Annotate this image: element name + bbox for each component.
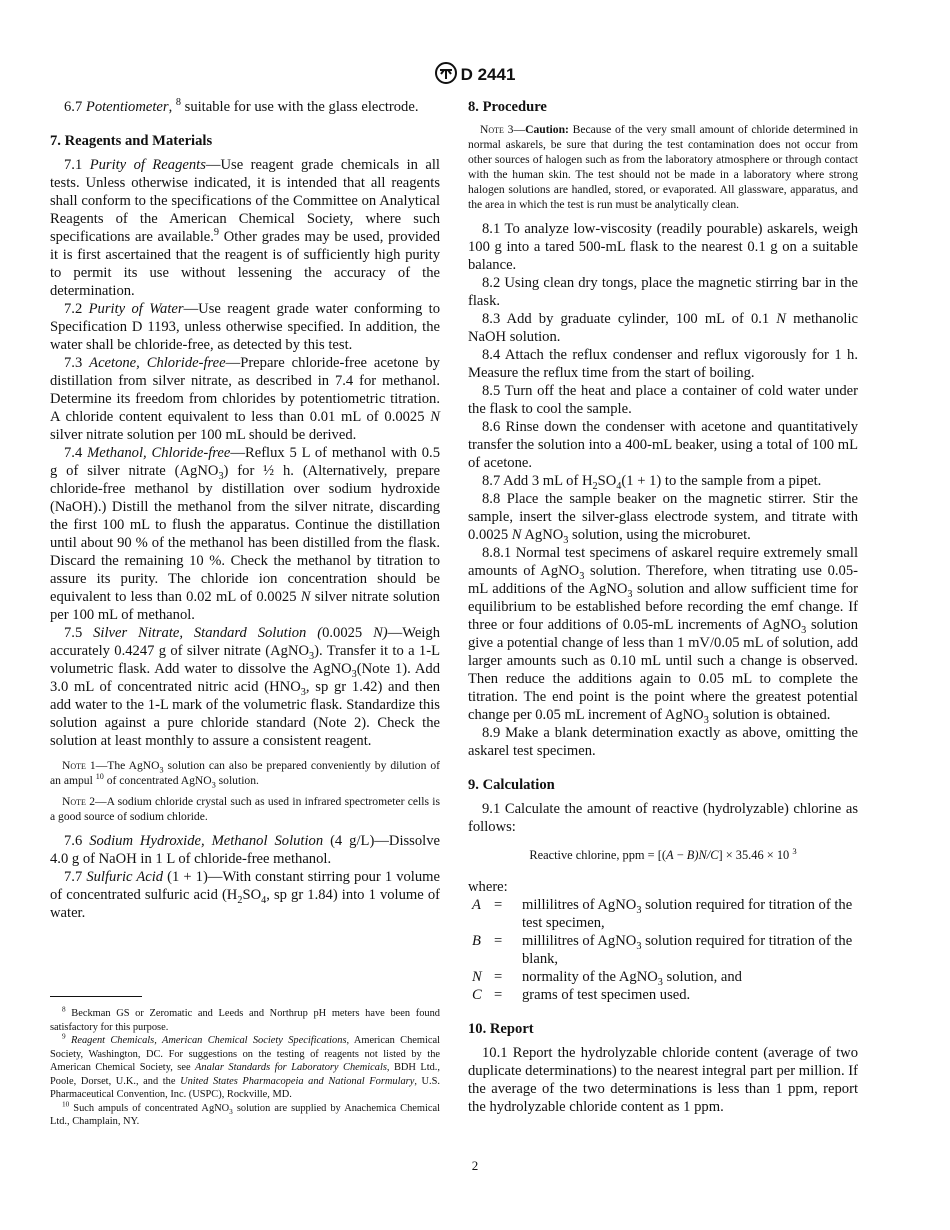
note-3: Note 3—Caution: Because of the very small amount of chloride determined in normal askarels, be sure that during the test contamination does not occur from other sources of halogen such as from the laboratory atmosphere or through contact with the human skin. The test should not be made in a laboratory where strong halogen solutions are handled, stored, or evaporated. All glassware, apparatus, and the area in which the test is run must be analytically clean. xyxy=(468,123,858,211)
section-9-heading: 9. Calculation xyxy=(468,777,555,793)
note-2: Note 2—A sodium chloride crystal such as used in infrared spectrometer cells is a good source of sodium chloride. xyxy=(50,795,440,823)
section-8-heading: 8. Procedure xyxy=(468,99,547,115)
footnote-9: $^9$ Reagent Chemicals, American Chemical Society Specifications, American Chemical Society, Washington, DC. For suggestions on the testing of reagents not listed by the American Chemical Society, see Analar Standards for Laboratory Chemicals, BDH Ltd., Poole, Dorset, U.K., and the United States Pharmacopeia and National Formulary, U.S. Pharmaceutical Convention, Inc. (USPC), Rockville, MD. xyxy=(50,1032,440,1100)
para-8-9: 8.9 Make a blank determination exactly as above, omitting the askarel test specimen. xyxy=(468,725,858,759)
para-7-7: 7.7 Sulfuric Acid (1 + 1)—With constant stirring pour 1 volume of concentrated sulfuric acid ($H_2SO_4$, sp gr 1.84) into 1 volume of water. xyxy=(50,869,440,921)
page-header xyxy=(0,62,950,85)
para-7-4: 7.4 Methanol, Chloride-free—Reflux 5 L of methanol with 0.5 g of silver nitrate (AgNO$_3$) for ½ h. (Alternatively, prepare chloride-free methanol by distillation over sodium hydroxide (NaOH).) Distill the methanol from the silver nitrate, discarding the first 100 mL to flush the apparatus. Continue the distillation until about 90 % of the methanol has been distilled from the flask. Discard the remaining 10 %. Check the methanol by titration to assure its purity. The chloride ion concentration should be equivalent to less than 0.02 mL of 0.0025 N silver nitrate solution per 100 mL of methanol. xyxy=(50,445,440,623)
left-column xyxy=(50,98,440,922)
para-8-8-1: 8.8.1 Normal test specimens of askarel require extremely small amounts of AgNO$_3$ solution. Therefore, when titrating use 0.05-mL additions of the AgNO$_3$ solution and allow sufficient time for equilibrium to be established before recording the emf change. If three or four additions of 0.05-mL increments of AgNO$_3$ solution give a potential change of less than 1 mV/0.05 mL of solution, add larger amounts such as 0.10 mL until such a change is observed. Then reduce the additions again to 0.05 mL to complete the titration. The end point is the point where the greatest potential change per 0.05 mL increment of AgNO$_3$ solution is obtained. xyxy=(468,545,858,726)
para-7-1: 7.1 Purity of Reagents—Use reagent grade chemicals in all tests. Unless otherwise indicated, it is intended that all reagents shall conform to the specifications of the Committee on Analytical Reagents of the American Chemical Society, where such specifications are available.$^9$ Other grades may be used, provided it is first ascertained that the reagent is of sufficiently high purity to permit its use without lessening the accuracy of the determination. xyxy=(50,157,440,299)
para-7-6: 7.6 Sodium Hydroxide, Methanol Solution (4 g/L)—Dissolve 4.0 g of NaOH in 1 L of chloride-free methanol. xyxy=(50,833,440,867)
para-8-5: 8.5 Turn off the heat and place a container of cold water under the flask to cool the sample. xyxy=(468,383,858,417)
para-7-5: 7.5 Silver Nitrate, Standard Solution (0.0025 N)—Weigh accurately 0.4247 g of silver nitrate (AgNO$_3$). Transfer it to a 1-L volumetric flask. Add water to dissolve the AgNO$_3$(Note 1). Add 3.0 mL of concentrated nitric acid ($HNO_3$, sp gr 1.42) and then add water to the 1-L mark of the volumetric flask. Standardize this solution against a pure chloride standard (Note 2). Check the solution at least monthly to assure a consistent reagent. xyxy=(50,625,441,749)
para-10-1: 10.1 Report the hydrolyzable chloride content (average of two duplicate determinations) to the nearest integral part per million. If the average of the two determinations is less than 1 ppm, report the hydrolyzable chloride content as 1 ppm. xyxy=(468,1045,858,1115)
para-9-1: 9.1 Calculate the amount of reactive (hydrolyzable) chlorine as follows: xyxy=(468,801,858,835)
right-column xyxy=(468,98,858,1116)
equation-reactive-chlorine: Reactive chlorine, ppm = [(A − B)N/C] × 35.46 × 10 $^3$ xyxy=(529,845,797,862)
para-8-1: 8.1 To analyze low-viscosity (readily pourable) askarels, weigh 100 g into a tared 500-mL flask to the nearest 0.1 g on a suitable balance. xyxy=(468,221,858,273)
para-8-2: 8.2 Using clean dry tongs, place the magnetic stirring bar in the flask. xyxy=(468,275,858,309)
page-number: 2 xyxy=(471,1158,479,1173)
definition-row: B = millilitres of AgNO$_3$ solution required for titration of the blank, xyxy=(472,933,853,967)
para-8-8: 8.8 Place the sample beaker on the magnetic stirrer. Stir the sample, insert the silver-glass electrode system, and titrate with 0.0025 N AgNO$_3$ solution, using the microburet. xyxy=(468,491,858,546)
astm-logo-icon xyxy=(435,62,457,84)
section-10-heading: 10. Report xyxy=(468,1021,534,1037)
definition-row: A = millilitres of AgNO$_3$ solution required for titration of the test specimen, xyxy=(472,897,853,931)
note-1: Note 1—The AgNO$_3$ solution can also be prepared conveniently by dilution of an ampul $^{10}$ of concentrated AgNO$_3$ solution. xyxy=(50,759,440,790)
para-8-4: 8.4 Attach the reflux condenser and reflux vigorously for 1 h. Measure the reflux time from the start of boiling. xyxy=(468,347,858,381)
para-8-3: 8.3 Add by graduate cylinder, 100 mL of 0.1 N methanolic NaOH solution. xyxy=(468,311,858,345)
para-7-3: 7.3 Acetone, Chloride-free—Prepare chloride-free acetone by distillation from silver nitrate, as described in 7.4 for methanol. Determine its freedom from chlorides by potentiometric titration. A chloride content equivalent to less than 0.01 mL of 0.0025 N silver nitrate solution per 100 mL should be derived. xyxy=(50,355,440,443)
definition-row: N = normality of the AgNO$_3$ solution, and xyxy=(472,969,742,988)
section-7-heading: 7. Reagents and Materials xyxy=(50,133,213,149)
para-7-2: 7.2 Purity of Water—Use reagent grade water conforming to Specification D 1193, unless otherwise specified. In addition, the water shall be chloride-free, as detected by this test. xyxy=(50,301,440,353)
designation: D 2441 xyxy=(460,65,516,84)
para-8-7: 8.7 Add 3 mL of $H_2SO_4(1 + 1)$ to the sample from a pipet. xyxy=(482,473,822,492)
footnote-10: $^{10}$ Such ampuls of concentrated AgNO$_3$ solution are supplied by Anachemica Chemical Ltd., Champlain, NY. xyxy=(50,1100,440,1127)
definition-row: C = grams of test specimen used. xyxy=(472,987,691,1003)
para-6-7: 6.7 Potentiometer, $^8$ suitable for use with the glass electrode. xyxy=(64,97,419,115)
variable-definitions xyxy=(472,896,858,1004)
footnote-rule xyxy=(50,996,142,997)
where-label: where: xyxy=(468,879,508,895)
footnote-8: $^8$ Beckman GS or Zeromatic and Leeds and Northrup pH meters have been found satisfactory for this purpose. xyxy=(50,1005,440,1033)
para-8-6: 8.6 Rinse down the condenser with acetone and quantitatively transfer the solution into a 400-mL beaker, using a total of 100 mL of acetone. xyxy=(468,419,858,471)
footnotes xyxy=(50,1007,440,1129)
